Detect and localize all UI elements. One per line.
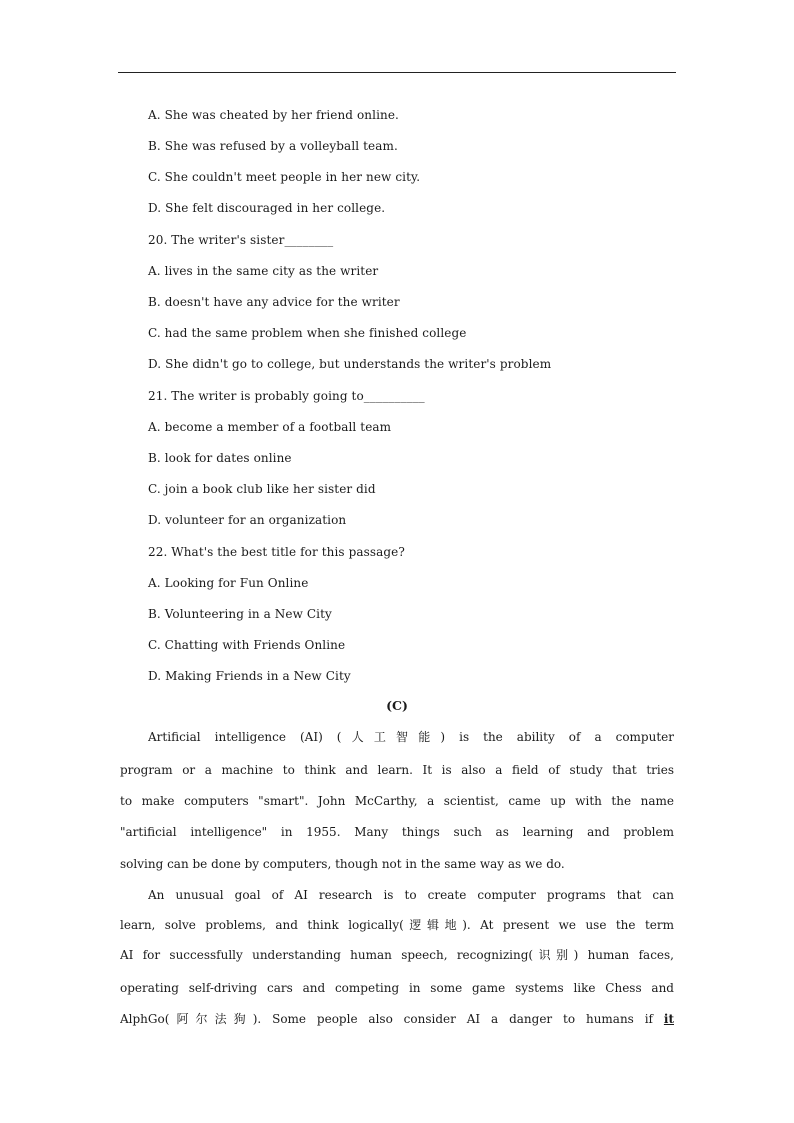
paragraph-1-line-3: to make computers "smart". John McCarthy, a scientist, came up with the name bbox=[120, 794, 674, 808]
underlined-word-it: it bbox=[663, 1012, 674, 1026]
q21-option-c: C. join a book club like her sister did bbox=[148, 482, 376, 496]
q20-option-b: B. doesn't have any advice for the writer bbox=[148, 295, 400, 309]
paragraph-2-line-4: operating self-driving cars and competing in some game systems like Chess and bbox=[120, 981, 674, 995]
q19-option-a: A. She was cheated by her friend online. bbox=[148, 108, 399, 122]
q22-stem: 22. What's the best title for this passage? bbox=[148, 545, 405, 559]
paragraph-1-line-1: Artificial intelligence (AI) (人工智能) is the ability of a computer bbox=[148, 730, 674, 744]
q19-option-b: B. She was refused by a volleyball team. bbox=[148, 139, 398, 153]
q20-stem: 20. The writer's sister________ bbox=[148, 233, 334, 247]
section-c-heading: (C) bbox=[386, 698, 408, 713]
q22-option-a: A. Looking for Fun Online bbox=[148, 576, 309, 590]
paragraph-2-line-3: AI for successfully understanding human speech, recognizing(识别) human faces, bbox=[120, 948, 674, 962]
paragraph-1-line-2: program or a machine to think and learn. It is also a field of study that tries bbox=[120, 763, 674, 777]
q22-option-d: D. Making Friends in a New City bbox=[148, 669, 351, 683]
q20-option-c: C. had the same problem when she finished college bbox=[148, 326, 467, 340]
q22-option-b: B. Volunteering in a New City bbox=[148, 607, 332, 621]
paragraph-2-line-5 bbox=[120, 1012, 674, 1026]
paragraph-1-line-4: "artificial intelligence" in 1955. Many things such as learning and problem bbox=[120, 825, 674, 839]
q21-option-b: B. look for dates online bbox=[148, 451, 292, 465]
q19-option-d: D. She felt discouraged in her college. bbox=[148, 201, 386, 215]
q20-option-d: D. She didn't go to college, but understands the writer's problem bbox=[148, 357, 552, 371]
q20-option-a: A. lives in the same city as the writer bbox=[148, 264, 379, 278]
paragraph-2-line-2: learn, solve problems, and think logically(逻辑地). At present we use the term bbox=[120, 918, 674, 932]
q19-option-c: C. She couldn't meet people in her new city. bbox=[148, 170, 421, 184]
q21-option-a: A. become a member of a football team bbox=[148, 420, 392, 434]
paragraph-2-line-5-text: AlphGo(阿尔法狗). Some people also consider AI a danger to humans if bbox=[120, 1012, 653, 1026]
paragraph-1-line-5: solving can be done by computers, though not in the same way as we do. bbox=[120, 857, 565, 871]
q22-option-c: C. Chatting with Friends Online bbox=[148, 638, 346, 652]
q21-stem: 21. The writer is probably going to__________ bbox=[148, 389, 425, 403]
header-rule bbox=[118, 72, 676, 73]
q21-option-d: D. volunteer for an organization bbox=[148, 513, 347, 527]
paragraph-2-line-1: An unusual goal of AI research is to create computer programs that can bbox=[148, 888, 674, 902]
